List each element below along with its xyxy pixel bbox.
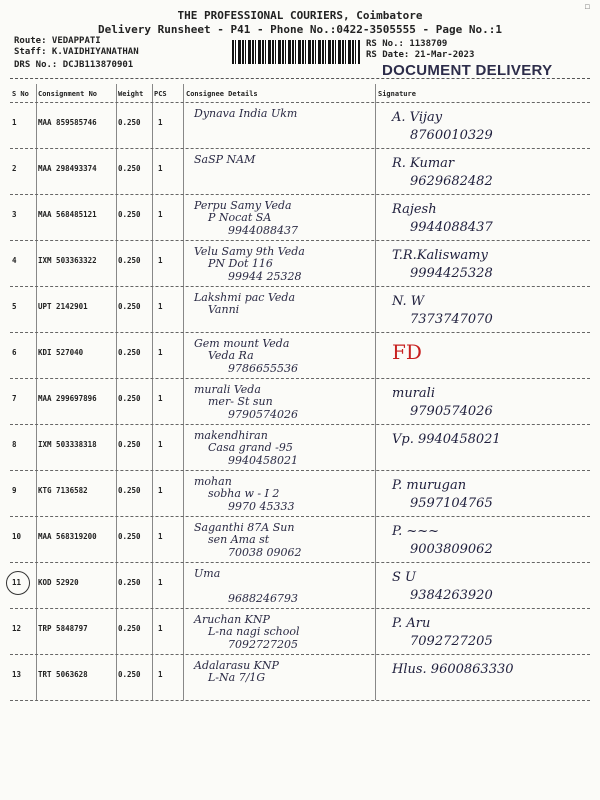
row-signature: P. murugan: [392, 478, 467, 493]
row-consignment-no: MAA 859585746: [38, 118, 97, 127]
row-separator: [10, 608, 590, 609]
row-signature-phone: 7373747070: [410, 312, 493, 327]
col-signature: Signature: [378, 90, 416, 98]
rs-number: RS No.: 1138709: [366, 39, 448, 49]
row-weight: 0.250: [118, 440, 141, 449]
row-signature-phone: 9944088437: [410, 220, 493, 235]
company-title: THE PROFESSIONAL COURIERS, Coimbatore: [177, 9, 423, 22]
row-consignee-line2: L-Na 7/1G: [208, 671, 266, 684]
row-consignee-phone: 99944 25328: [228, 270, 302, 283]
row-pcs: 1: [158, 670, 163, 679]
document-delivery-stamp: DOCUMENT DELIVERY: [382, 62, 553, 79]
row-weight: 0.250: [118, 348, 141, 357]
drs-number: DRS No.: DCJB113870901: [14, 60, 134, 70]
row-sno: 9: [12, 486, 17, 495]
row-sno: 3: [12, 210, 17, 219]
row-consignment-no: MAA 299697896: [38, 394, 97, 403]
row-weight: 0.250: [118, 118, 141, 127]
row-consignee-phone: 9688246793: [228, 592, 298, 605]
row-separator: [10, 516, 590, 517]
row-signature: P. ~~~: [392, 524, 440, 539]
row-weight: 0.250: [118, 210, 141, 219]
row-separator: [10, 424, 590, 425]
row-signature: Rajesh: [392, 202, 437, 217]
row-consignee-line2: mer- St sun: [208, 395, 273, 408]
row-sno: 10: [12, 532, 22, 541]
col-weight: Weight: [118, 90, 144, 98]
staff-label: Staff: K.VAIDHIYANATHAN: [14, 47, 139, 57]
row-consignee-line2: sen Ama st: [208, 533, 270, 546]
row-signature-phone: 9629682482: [410, 174, 493, 189]
row-consignee-line1: Aruchan KNP: [194, 613, 270, 626]
route-label: Route: VEDAPPATI: [14, 36, 101, 46]
row-signature-phone: 9384263920: [410, 588, 493, 603]
row-weight: 0.250: [118, 532, 141, 541]
row-separator: [10, 562, 590, 563]
row-signature-phone: 9994425328: [410, 266, 493, 281]
row-pcs: 1: [158, 578, 163, 587]
top-divider: [10, 78, 590, 79]
row-consignee-phone: 9790574026: [228, 408, 298, 421]
row-pcs: 1: [158, 164, 163, 173]
row-weight: 0.250: [118, 486, 141, 495]
row-consignee-phone: 9786655536: [228, 362, 298, 375]
row-pcs: 1: [158, 394, 163, 403]
runsheet-subtitle: Delivery Runsheet - P41 - Phone No.:0422-3505555 - Page No.:1: [98, 23, 502, 36]
row-consignee-line2: PN Dot 116: [208, 257, 273, 270]
row-sno: 8: [12, 440, 17, 449]
row-signature: N. W: [392, 294, 425, 309]
row-separator: [10, 378, 590, 379]
row-consignee-line2: L-na nagi school: [208, 625, 300, 638]
row-consignee-line1: Lakshmi pac Veda: [194, 291, 296, 304]
row-consignment-no: IXM 503363322: [38, 256, 97, 265]
row-consignee-line1: makendhiran: [194, 429, 268, 442]
row-sno: 1: [12, 118, 17, 127]
row-sno: 12: [12, 624, 22, 633]
row-separator: [10, 240, 590, 241]
row-consignee-line1: Velu Samy 9th Veda: [194, 245, 305, 258]
row-weight: 0.250: [118, 394, 141, 403]
row-separator: [10, 654, 590, 655]
row-signature: S U: [392, 570, 416, 585]
row-consignee-line2: sobha w - I 2: [208, 487, 280, 500]
row-separator: [10, 102, 590, 103]
col-consignment: Consignment No: [38, 90, 98, 98]
row-consignment-no: TRP 5848797: [38, 624, 88, 633]
row-consignee-line2: P Nocat SA: [208, 211, 272, 224]
row-signature-phone: 9790574026: [410, 404, 493, 419]
row-pcs: 1: [158, 210, 163, 219]
row-consignee-line1: Gem mount Veda: [194, 337, 290, 350]
row-consignee-line1: Perpu Samy Veda: [194, 199, 292, 212]
row-separator: [10, 700, 590, 701]
row-consignment-no: UPT 2142901: [38, 302, 88, 311]
row-sno: 7: [12, 394, 17, 403]
row-signature: P. Aru: [392, 616, 431, 631]
row-consignment-no: TRT 5063628: [38, 670, 88, 679]
row-weight: 0.250: [118, 256, 141, 265]
col-sno: S No: [12, 90, 29, 98]
barcode: [232, 40, 360, 64]
row-weight: 0.250: [118, 164, 141, 173]
row-signature-phone: 9003809062: [410, 542, 493, 557]
row-consignment-no: MAA 568319200: [38, 532, 97, 541]
row-signature-phone: 7092727205: [410, 634, 493, 649]
row-weight: 0.250: [118, 624, 141, 633]
row-consignee-line1: murali Veda: [194, 383, 261, 396]
row-consignment-no: MAA 298493374: [38, 164, 97, 173]
row-consignment-no: IXM 503338318: [38, 440, 97, 449]
row-consignment-no: KOD 52920: [38, 578, 79, 587]
row-consignment-no: KTG 7136582: [38, 486, 88, 495]
row-separator: [10, 286, 590, 287]
row-sno: 2: [12, 164, 17, 173]
row-consignee-line1: Saganthi 87A Sun: [194, 521, 295, 534]
row-weight: 0.250: [118, 670, 141, 679]
row-sno: 5: [12, 302, 17, 311]
row-pcs: 1: [158, 624, 163, 633]
row-sno: 13: [12, 670, 22, 679]
rs-date: RS Date: 21-Mar-2023: [366, 50, 475, 60]
row-consignee-line2: Vanni: [208, 303, 240, 316]
row-consignee-phone: 9944088437: [228, 224, 298, 237]
row-signature: Vp. 9940458021: [392, 432, 501, 447]
row-signature-phone: 8760010329: [410, 128, 493, 143]
row-sno: 11: [12, 578, 22, 587]
row-pcs: 1: [158, 532, 163, 541]
row-signature: FD: [392, 340, 422, 364]
col-consignee: Consignee Details: [186, 90, 258, 98]
row-signature: R. Kumar: [392, 156, 455, 171]
row-pcs: 1: [158, 302, 163, 311]
row-consignee-line1: SaSP NAM: [194, 153, 256, 166]
row-consignee-line1: mohan: [194, 475, 232, 488]
row-weight: 0.250: [118, 578, 141, 587]
row-pcs: 1: [158, 118, 163, 127]
row-consignee-line2: Casa grand -95: [208, 441, 293, 454]
row-consignee-line1: Adalarasu KNP: [194, 659, 279, 672]
row-consignee-line1: Uma: [194, 567, 221, 580]
row-consignee-phone: 7092727205: [228, 638, 298, 651]
row-consignee-phone: 9940458021: [228, 454, 298, 467]
row-weight: 0.250: [118, 302, 141, 311]
row-consignee-phone: 70038 09062: [228, 546, 302, 559]
row-separator: [10, 194, 590, 195]
row-pcs: 1: [158, 348, 163, 357]
row-sno: 6: [12, 348, 17, 357]
corner-mark: ☐: [584, 2, 590, 12]
row-signature: murali: [392, 386, 435, 401]
row-pcs: 1: [158, 256, 163, 265]
row-signature: A. Vijay: [392, 110, 443, 125]
row-signature: T.R.Kaliswamy: [392, 248, 488, 263]
row-separator: [10, 470, 590, 471]
row-consignment-no: MAA 568485121: [38, 210, 97, 219]
row-signature: Hlus. 9600863330: [392, 662, 514, 677]
row-separator: [10, 332, 590, 333]
row-consignee-line1: Dynava India Ukm: [194, 107, 298, 120]
row-separator: [10, 148, 590, 149]
row-signature-phone: 9597104765: [410, 496, 493, 511]
row-pcs: 1: [158, 486, 163, 495]
row-pcs: 1: [158, 440, 163, 449]
row-consignee-phone: 9970 45333: [228, 500, 295, 513]
col-pcs: PCS: [154, 90, 167, 98]
row-consignee-line2: Veda Ra: [208, 349, 254, 362]
row-sno: 4: [12, 256, 17, 265]
row-consignment-no: KDI 527040: [38, 348, 84, 357]
